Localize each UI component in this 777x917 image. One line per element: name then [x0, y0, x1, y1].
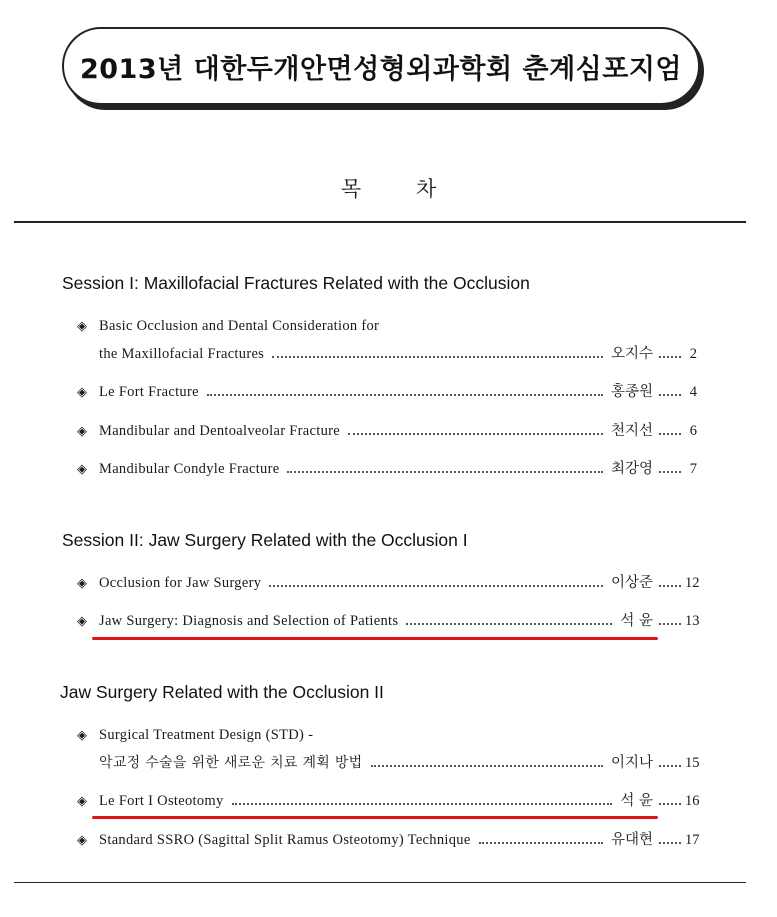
entry-title: Le Fort I Osteotomy	[99, 793, 224, 809]
entry-page: 2	[689, 346, 697, 362]
leader-dots	[207, 394, 603, 396]
entry-page: 13	[685, 613, 700, 629]
toc-entry[interactable]	[77, 721, 700, 777]
toc-entry[interactable]	[77, 826, 700, 854]
leader-dots	[659, 471, 681, 473]
leader-dots	[659, 765, 681, 767]
entry-author: 유대현	[610, 832, 653, 848]
red-highlight-underline	[92, 637, 658, 640]
entry-author: 석 윤	[620, 613, 653, 629]
session-1-heading: Session I: Maxillofacial Fractures Related with the Occlusion	[62, 273, 530, 293]
entry-page: 6	[689, 423, 697, 439]
leader-dots	[479, 842, 603, 844]
entry-author: 홍종원	[610, 384, 653, 400]
entry-title: Standard SSRO (Sagittal Split Ramus Osteotomy) Technique	[99, 832, 471, 848]
entry-author: 석 윤	[620, 793, 653, 809]
toc-entry[interactable]	[77, 455, 697, 483]
leader-dots	[659, 433, 681, 435]
diamond-bullet-icon: ◈	[77, 462, 87, 477]
entry-page: 17	[685, 832, 700, 848]
diamond-bullet-icon: ◈	[77, 576, 87, 591]
entry-author: 천지선	[610, 423, 653, 439]
leader-dots	[659, 356, 681, 358]
leader-dots	[272, 356, 603, 358]
session-2-heading: Session II: Jaw Surgery Related with the Occlusion I	[62, 530, 468, 550]
leader-dots	[269, 585, 603, 587]
entry-title: Le Fort Fracture	[99, 384, 199, 400]
session-3-heading: Jaw Surgery Related with the Occlusion II	[60, 682, 384, 702]
toc-entry-highlighted[interactable]	[77, 607, 700, 635]
diamond-bullet-icon: ◈	[77, 833, 87, 848]
toc-title: 목 차	[340, 177, 437, 201]
bottom-rule	[14, 882, 746, 883]
toc-entry[interactable]	[77, 312, 697, 368]
entry-title: Surgical Treatment Design (STD) -	[99, 727, 314, 743]
toc-entry[interactable]	[77, 378, 697, 406]
entry-title-continued: the Maxillofacial Fractures	[99, 346, 265, 362]
entry-author: 이지나	[610, 755, 653, 771]
leader-dots	[348, 433, 603, 435]
leader-dots	[659, 585, 681, 587]
entry-title: Mandibular and Dentoalveolar Fracture	[99, 423, 340, 439]
entry-author: 최강영	[610, 461, 653, 477]
diamond-bullet-icon: ◈	[77, 319, 87, 334]
banner-title: 2013년 대한두개안면성형외과학회 춘계심포지엄	[79, 53, 682, 85]
entry-page: 7	[689, 461, 697, 477]
diamond-bullet-icon: ◈	[77, 794, 87, 809]
diamond-bullet-icon: ◈	[77, 728, 87, 743]
leader-dots	[287, 471, 603, 473]
leader-dots	[659, 394, 681, 396]
entry-title: Mandibular Condyle Fracture	[99, 461, 280, 477]
entry-page: 12	[685, 575, 700, 591]
leader-dots	[371, 765, 603, 767]
entry-page: 16	[685, 793, 700, 809]
toc-entry[interactable]	[77, 569, 700, 597]
symposium-banner	[62, 27, 700, 105]
diamond-bullet-icon: ◈	[77, 614, 87, 629]
toc-entry[interactable]	[77, 417, 697, 445]
leader-dots	[659, 803, 681, 805]
top-rule	[14, 221, 746, 223]
leader-dots	[659, 842, 681, 844]
entry-title: Occlusion for Jaw Surgery	[99, 575, 262, 591]
entry-title-continued: 악교정 수술을 위한 새로운 치료 계획 방법	[99, 755, 363, 771]
diamond-bullet-icon: ◈	[77, 424, 87, 439]
entry-page: 4	[689, 384, 697, 400]
leader-dots	[659, 623, 681, 625]
entry-title: Jaw Surgery: Diagnosis and Selection of Patients	[99, 613, 399, 629]
entry-title: Basic Occlusion and Dental Consideration for	[99, 318, 380, 334]
entry-author: 오지수	[610, 346, 653, 362]
toc-entry-highlighted[interactable]	[77, 787, 700, 815]
leader-dots	[406, 623, 612, 625]
entry-page: 15	[685, 755, 700, 771]
entry-author: 이상준	[610, 575, 653, 591]
red-highlight-underline	[92, 816, 658, 819]
leader-dots	[232, 803, 613, 805]
diamond-bullet-icon: ◈	[77, 385, 87, 400]
